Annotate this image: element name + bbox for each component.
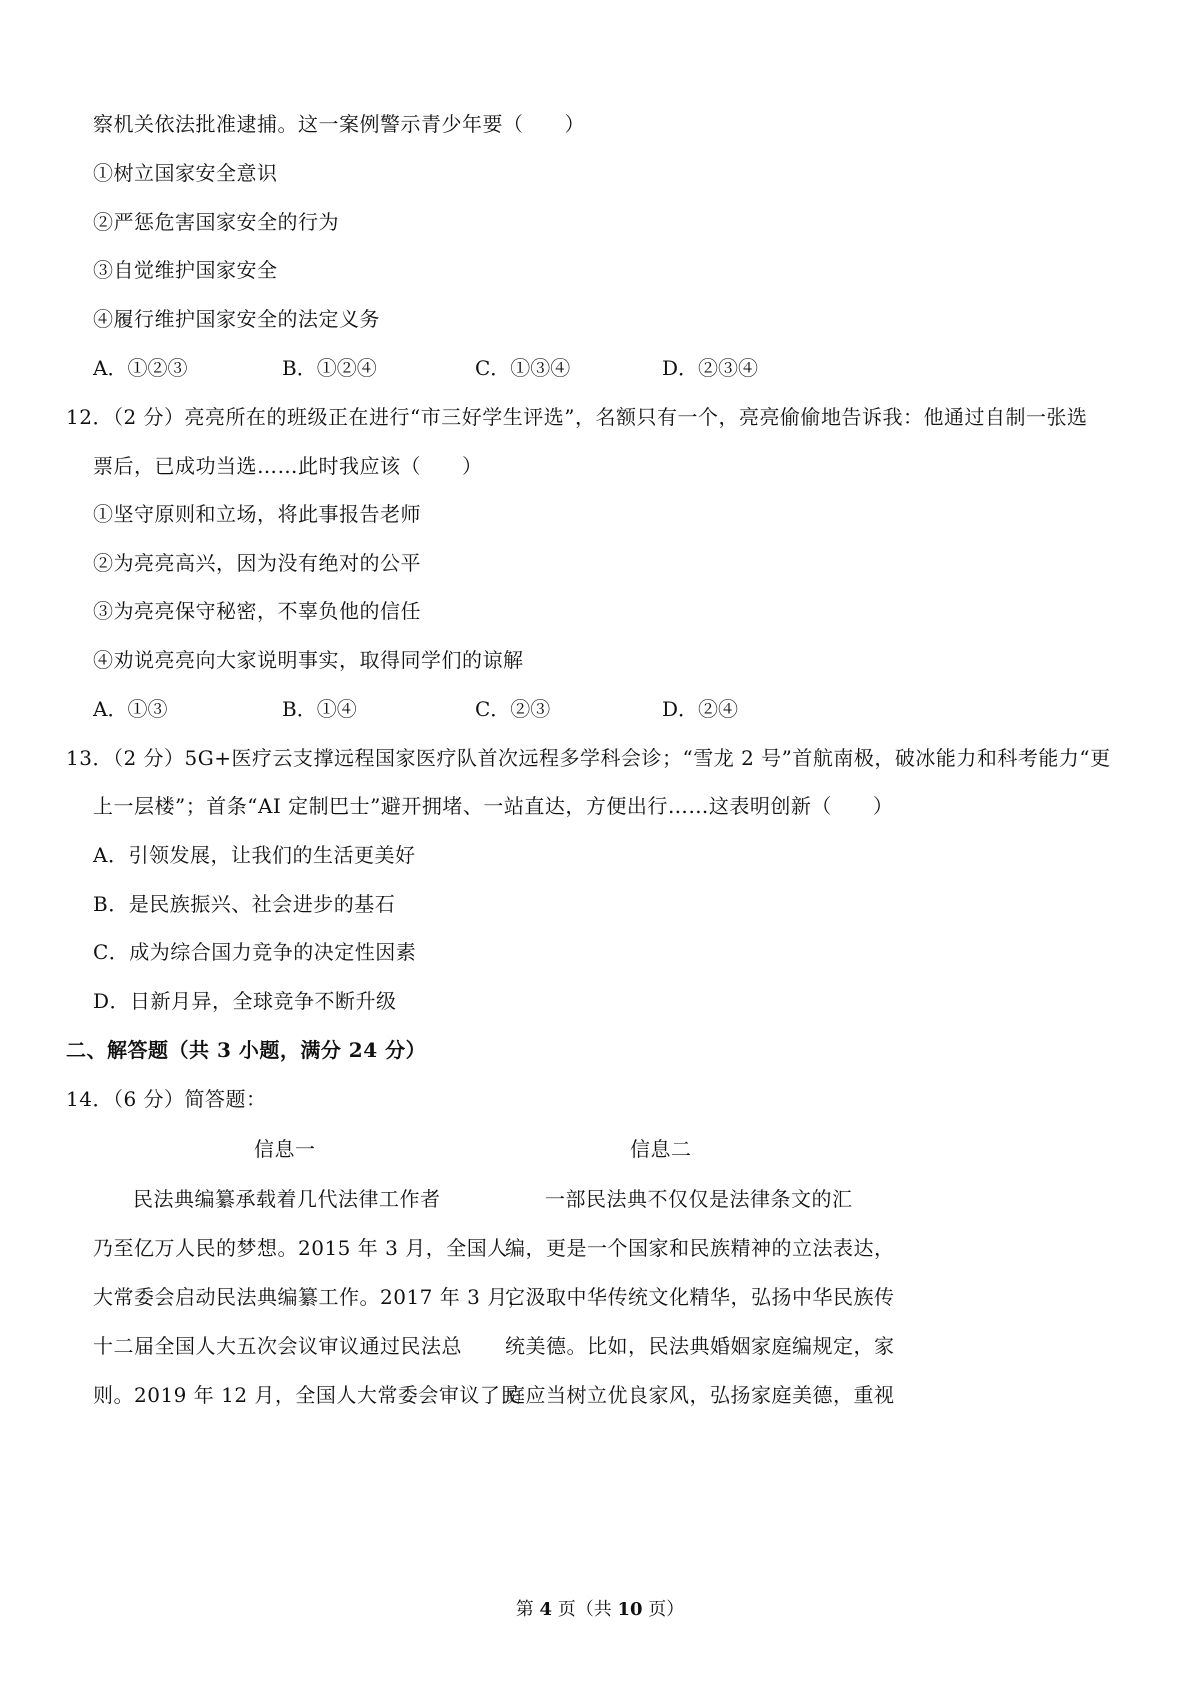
q11-item-4: ④履行维护国家安全的法定义务 <box>93 307 380 331</box>
info2-line-2: 编，更是一个国家和民族精神的立法表达， <box>505 1236 895 1260</box>
q13-stem-line1: 13．（2 分）5G+医疗云支撑远程国家医疗队首次远程多学科会诊；“雪龙 2 号”首航南极，破冰能力和科考能力“更 <box>66 746 1111 770</box>
q12-item-4: ④劝说亮亮向大家说明事实，取得同学们的谅解 <box>93 648 524 672</box>
q12-option-a[interactable]: A．①③ <box>93 697 168 721</box>
q13-option-b[interactable]: B．是民族振兴、社会进步的基石 <box>93 892 396 916</box>
footer-suffix: 页） <box>642 1599 685 1620</box>
info2-line-5: 庭应当树立优良家风，弘扬家庭美德，重视 <box>505 1383 895 1407</box>
info1-line-2: 乃至亿万人民的梦想。2015 年 3 月，全国人 <box>93 1236 508 1260</box>
info2-line-4: 统美德。比如，民法典婚姻家庭编规定，家 <box>505 1334 895 1358</box>
info1-title: 信息一 <box>254 1137 316 1161</box>
q12-item-2: ②为亮亮高兴，因为没有绝对的公平 <box>93 551 421 575</box>
q12-stem-line1: 12．（2 分）亮亮所在的班级正在进行“市三好学生评选”，名额只有一个，亮亮偷偷地告诉我：他通过自制一张选 <box>66 405 1088 429</box>
q12-option-b[interactable]: B．①④ <box>282 697 357 721</box>
q14-stem: 14．（6 分）简答题： <box>66 1087 267 1111</box>
info1-line-5: 则。2019 年 12 月，全国人大常委会审议了民 <box>93 1383 521 1407</box>
info1-line-3: 大常委会启动民法典编纂工作。2017 年 3 月， <box>93 1285 529 1309</box>
info2-line-1: 一部民法典不仅仅是法律条文的汇 <box>545 1187 853 1211</box>
q13-stem-line2: 上一层楼”；首条“AI 定制巴士”避开拥堵、一站直达，方便出行……这表明创新（ ） <box>93 794 894 818</box>
q12-stem-line2: 票后，已成功当选……此时我应该（ ） <box>93 454 483 478</box>
info1-line-4: 十二届全国人大五次会议审议通过民法总 <box>93 1334 462 1358</box>
q13-option-c[interactable]: C．成为综合国力竞争的决定性因素 <box>93 940 417 964</box>
q12-option-c[interactable]: C．②③ <box>475 697 551 721</box>
q11-option-c[interactable]: C．①③④ <box>475 356 571 380</box>
page-footer <box>0 1598 1200 1622</box>
q12-option-d[interactable]: D．②④ <box>662 697 739 721</box>
footer-middle: 页（共 <box>552 1599 618 1620</box>
q11-option-d[interactable]: D．②③④ <box>662 356 759 380</box>
q11-item-1: ①树立国家安全意识 <box>93 161 278 185</box>
q11-item-3: ③自觉维护国家安全 <box>93 258 278 282</box>
footer-page-number: 4 <box>539 1599 552 1620</box>
q13-option-a[interactable]: A．引领发展，让我们的生活更美好 <box>93 843 416 867</box>
info1-line-1: 民法典编纂承载着几代法律工作者 <box>133 1187 441 1211</box>
q11-item-2: ②严惩危害国家安全的行为 <box>93 210 339 234</box>
info2-line-3: 它汲取中华传统文化精华，弘扬中华民族传 <box>505 1285 895 1309</box>
q12-item-1: ①坚守原则和立场，将此事报告老师 <box>93 502 421 526</box>
q11-option-a[interactable]: A．①②③ <box>93 356 188 380</box>
footer-prefix: 第 <box>515 1599 540 1620</box>
footer-total-pages: 10 <box>617 1599 643 1620</box>
q11-option-b[interactable]: B．①②④ <box>282 356 377 380</box>
q11-stem-tail: 察机关依法批准逮捕。这一案例警示青少年要（ ） <box>93 112 585 136</box>
section-heading: 二、解答题（共 3 小题，满分 24 分） <box>66 1038 427 1062</box>
info2-title: 信息二 <box>630 1137 692 1161</box>
q12-item-3: ③为亮亮保守秘密，不辜负他的信任 <box>93 599 421 623</box>
q13-option-d[interactable]: D．日新月异，全球竞争不断升级 <box>93 989 397 1013</box>
